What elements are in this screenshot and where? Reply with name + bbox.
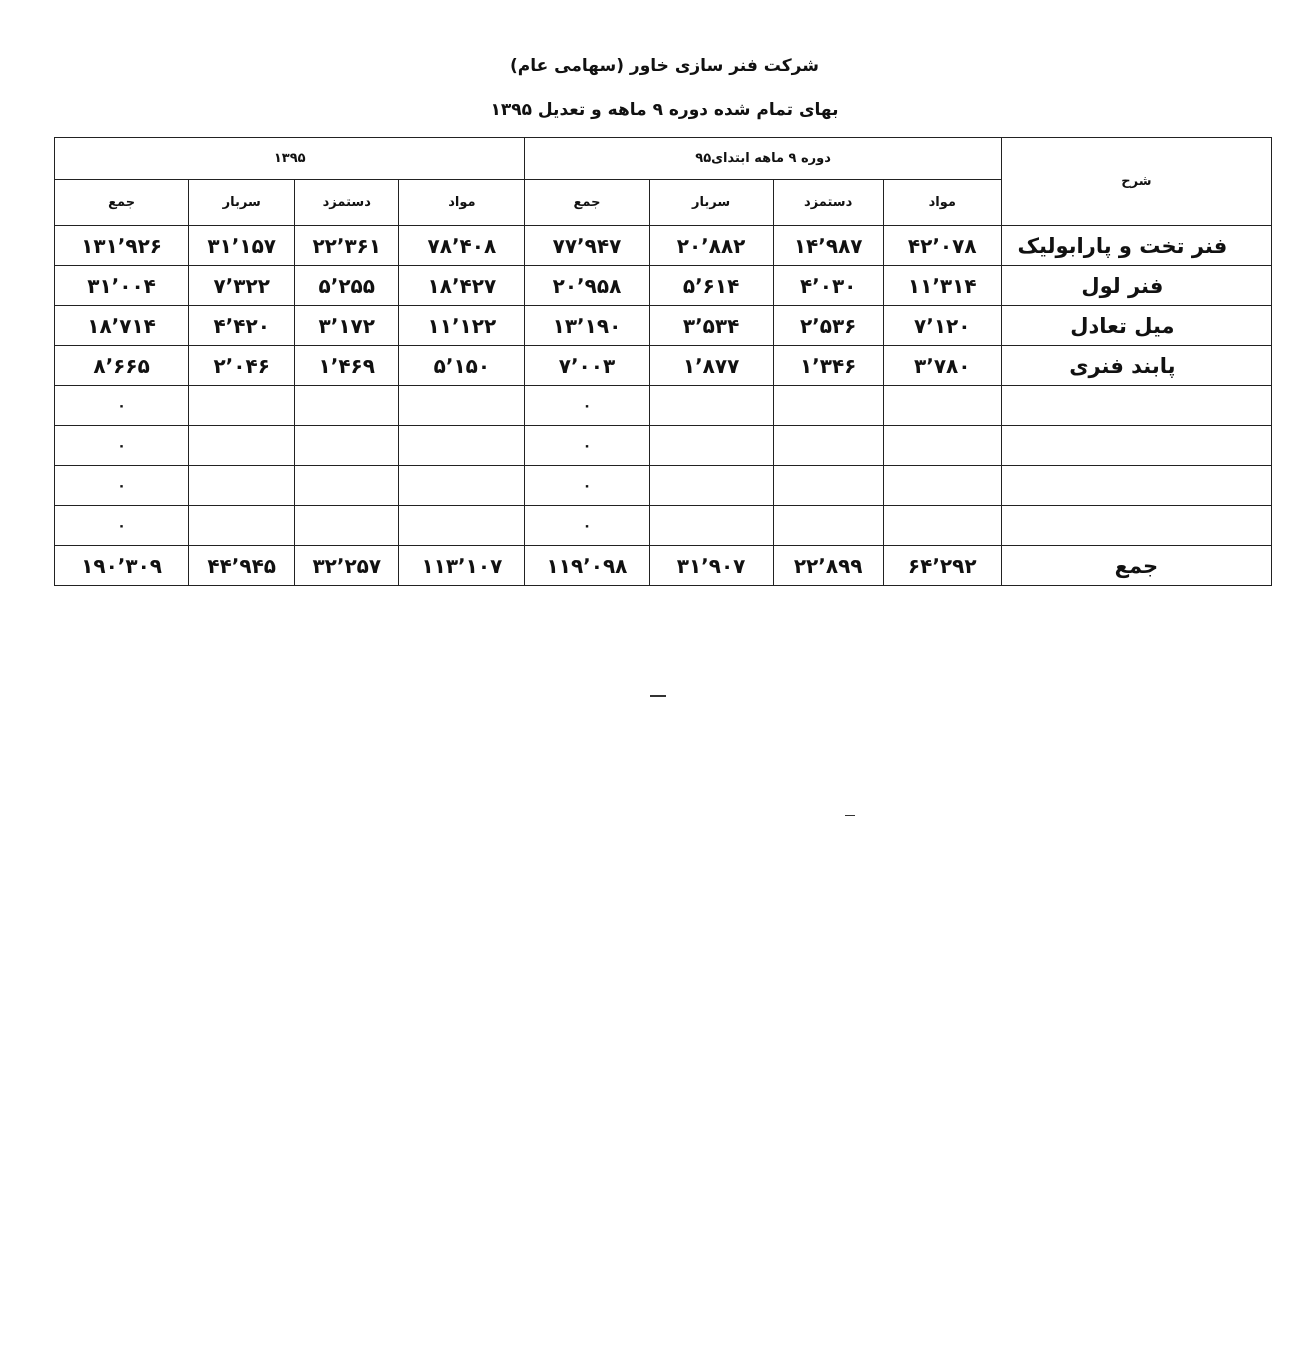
table-cell: ۱۸٬۴۲۷ bbox=[399, 266, 525, 306]
table-cell: ۰ bbox=[525, 426, 649, 466]
table-cell: ۳۱٬۱۵۷ bbox=[189, 226, 295, 266]
row-label: میل تعادل bbox=[1001, 306, 1271, 346]
total-cell: ۳۲٬۲۵۷ bbox=[295, 546, 399, 586]
table-cell: ۷۷٬۹۴۷ bbox=[525, 226, 649, 266]
total-cell: ۳۱٬۹۰۷ bbox=[649, 546, 773, 586]
table-cell: ۷۸٬۴۰۸ bbox=[399, 226, 525, 266]
col-header-wages: دستمزد bbox=[295, 180, 399, 226]
table-cell bbox=[649, 466, 773, 506]
row-label bbox=[1001, 426, 1271, 466]
table-cell: ۲۰٬۹۵۸ bbox=[525, 266, 649, 306]
table-cell bbox=[773, 386, 883, 426]
table-cell: ۸٬۶۶۵ bbox=[55, 346, 189, 386]
table-cell: ۱٬۸۷۷ bbox=[649, 346, 773, 386]
table-cell: ۷٬۱۲۰ bbox=[883, 306, 1001, 346]
total-cell: ۲۲٬۸۹۹ bbox=[773, 546, 883, 586]
table-cell: ۴٬۰۳۰ bbox=[773, 266, 883, 306]
table-row bbox=[55, 466, 1272, 506]
table-row bbox=[55, 506, 1272, 546]
table-cell: ۱٬۳۴۶ bbox=[773, 346, 883, 386]
total-row bbox=[55, 546, 1272, 586]
table-cell: ۴٬۴۲۰ bbox=[189, 306, 295, 346]
table-cell bbox=[295, 506, 399, 546]
table-cell: ۲۰٬۸۸۲ bbox=[649, 226, 773, 266]
table-cell: ۱۳۱٬۹۲۶ bbox=[55, 226, 189, 266]
table-cell: ۲٬۵۳۶ bbox=[773, 306, 883, 346]
table-cell bbox=[399, 506, 525, 546]
table-cell: ۴۲٬۰۷۸ bbox=[883, 226, 1001, 266]
table-cell: ۳٬۷۸۰ bbox=[883, 346, 1001, 386]
table-row bbox=[55, 386, 1272, 426]
col-header-materials: مواد bbox=[883, 180, 1001, 226]
table-row bbox=[55, 266, 1272, 306]
table-cell bbox=[883, 466, 1001, 506]
table-cell: ۱۴٬۹۸۷ bbox=[773, 226, 883, 266]
table-cell: ۰ bbox=[525, 466, 649, 506]
table-cell bbox=[189, 426, 295, 466]
row-label bbox=[1001, 466, 1271, 506]
table-cell bbox=[399, 466, 525, 506]
report-title: بهای تمام شده دوره ۹ ماهه و تعدیل ۱۳۹۵ bbox=[490, 100, 839, 120]
table-row bbox=[55, 426, 1272, 466]
table-cell: ۱۱٬۱۲۲ bbox=[399, 306, 525, 346]
table-cell: ۱٬۴۶۹ bbox=[295, 346, 399, 386]
table-cell: ۵٬۱۵۰ bbox=[399, 346, 525, 386]
col-header-total: جمع bbox=[525, 180, 649, 226]
table-cell: ۵٬۲۵۵ bbox=[295, 266, 399, 306]
table-cell bbox=[295, 466, 399, 506]
col-header-overhead: سربار bbox=[189, 180, 295, 226]
table-row bbox=[55, 346, 1272, 386]
table-cell bbox=[189, 466, 295, 506]
col-header-materials: مواد bbox=[399, 180, 525, 226]
table-cell: ۱۳٬۱۹۰ bbox=[525, 306, 649, 346]
table-cell: ۳۱٬۰۰۴ bbox=[55, 266, 189, 306]
table-cell: ۰ bbox=[525, 386, 649, 426]
row-label: فنر لول bbox=[1001, 266, 1271, 306]
scan-mark bbox=[845, 815, 855, 816]
table-cell: ۰ bbox=[525, 506, 649, 546]
table-cell bbox=[189, 506, 295, 546]
row-label: فنر تخت و پارابولیک bbox=[1001, 226, 1271, 266]
table-cell bbox=[883, 386, 1001, 426]
col-header-wages: دستمزد bbox=[773, 180, 883, 226]
total-label: جمع bbox=[1001, 546, 1271, 586]
table-cell: ۰ bbox=[55, 506, 189, 546]
table-cell bbox=[773, 506, 883, 546]
table-cell: ۰ bbox=[55, 426, 189, 466]
table-cell: ۷٬۰۰۳ bbox=[525, 346, 649, 386]
header-row-groups bbox=[55, 138, 1272, 180]
table-cell bbox=[883, 426, 1001, 466]
col-header-total: جمع bbox=[55, 180, 189, 226]
col-header-overhead: سربار bbox=[649, 180, 773, 226]
table-cell bbox=[399, 426, 525, 466]
description-header: شرح bbox=[1001, 138, 1271, 226]
scan-mark bbox=[650, 695, 666, 697]
total-cell: ۱۹۰٬۳۰۹ bbox=[55, 546, 189, 586]
table-cell: ۰ bbox=[55, 386, 189, 426]
row-label: پابند فنری bbox=[1001, 346, 1271, 386]
group-header-9-month: دوره ۹ ماهه ابتدای۹۵ bbox=[525, 138, 1001, 180]
table-cell bbox=[295, 426, 399, 466]
table-cell bbox=[883, 506, 1001, 546]
table-cell: ۷٬۳۲۲ bbox=[189, 266, 295, 306]
table-cell bbox=[773, 426, 883, 466]
total-cell: ۶۴٬۲۹۲ bbox=[883, 546, 1001, 586]
cost-table bbox=[54, 137, 1272, 586]
table-cell bbox=[649, 506, 773, 546]
table-row bbox=[55, 306, 1272, 346]
table-cell bbox=[773, 466, 883, 506]
table-cell: ۳٬۵۳۴ bbox=[649, 306, 773, 346]
table-cell: ۱۸٬۷۱۴ bbox=[55, 306, 189, 346]
total-cell: ۱۱۳٬۱۰۷ bbox=[399, 546, 525, 586]
table-cell bbox=[649, 386, 773, 426]
row-label bbox=[1001, 386, 1271, 426]
table-row bbox=[55, 226, 1272, 266]
group-header-1395: ۱۳۹۵ bbox=[55, 138, 525, 180]
row-label bbox=[1001, 506, 1271, 546]
table-cell bbox=[295, 386, 399, 426]
company-title: شرکت فنر سازی خاور (سهامی عام) bbox=[510, 56, 819, 76]
table-cell: ۲۲٬۳۶۱ bbox=[295, 226, 399, 266]
table-cell bbox=[189, 386, 295, 426]
table-cell: ۲٬۰۴۶ bbox=[189, 346, 295, 386]
table-cell bbox=[649, 426, 773, 466]
table-cell: ۱۱٬۳۱۴ bbox=[883, 266, 1001, 306]
table-cell: ۰ bbox=[55, 466, 189, 506]
table-cell: ۳٬۱۷۲ bbox=[295, 306, 399, 346]
table-cell: ۵٬۶۱۴ bbox=[649, 266, 773, 306]
table-cell bbox=[399, 386, 525, 426]
total-cell: ۴۴٬۹۴۵ bbox=[189, 546, 295, 586]
total-cell: ۱۱۹٬۰۹۸ bbox=[525, 546, 649, 586]
